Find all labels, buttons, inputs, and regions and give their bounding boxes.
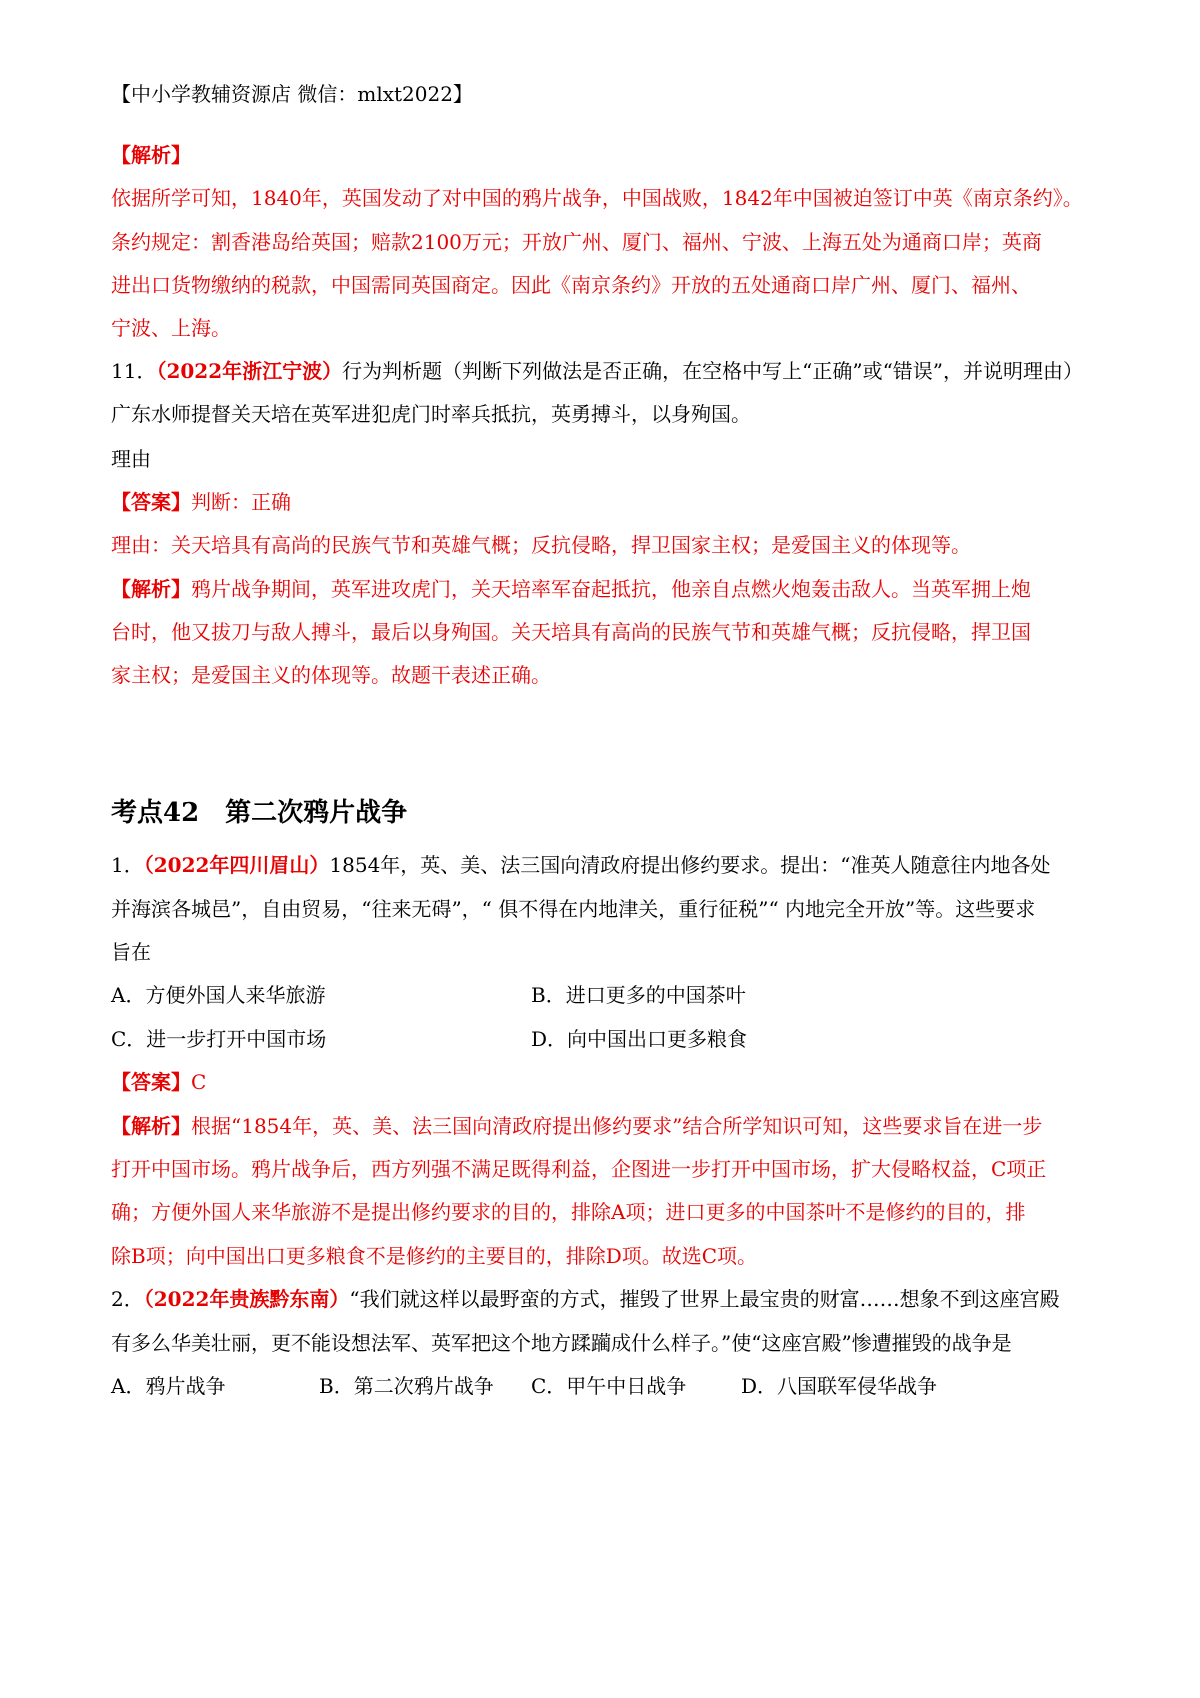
option-a: A．鸦片战争 [111,1374,226,1398]
question-2-stem [111,1285,1112,1313]
option-a: A．方便外国人来华旅游 [111,983,326,1007]
analysis-line: 条约规定：割香港岛给英国；赔款2100万元；开放广州、厦门、福州、宁波、上海五处为通商口岸；英商 [111,230,1042,254]
question-text: 旨在 [111,940,151,964]
question-source: （2022年浙江宁波） [156,359,343,383]
question-1-stem [111,851,1112,879]
question-number: 1． [111,853,144,877]
analysis-line: 依据所学可知，1840年，英国发动了对中国的鸦片战争，中国战败，1842年中国被迫签订中英《南京条约》。 [111,186,1083,210]
analysis-line: 进出口货物缴纳的税款，中国需同英国商定。因此《南京条约》开放的五处通商口岸广州、厦门、福州、 [111,273,1031,297]
option-d: D．八国联军侵华战争 [741,1374,938,1398]
question-number: 11． [111,359,157,383]
question-text: 广东水师提督关天培在英军进犯虎门时率兵抵抗，英勇搏斗，以身殉国。 [111,402,751,426]
analysis-label: 【解析】 [111,1114,191,1138]
reason-label: 理由 [111,447,151,471]
section-title: 考点42 第二次鸦片战争 [111,798,408,828]
analysis-line: 除B项；向中国出口更多粮食不是修约的主要目的，排除D项。故选C项。 [111,1244,758,1268]
analysis-text: 鸦片战争期间，英军进攻虎门，关天培率军奋起抵抗，他亲自点燃火炮轰击敌人。当英军拥上炮 [191,577,1031,601]
question-text: “我们就这样以最野蛮的方式，摧毁了世界上最宝贵的财富……想象不到这座宫殿 [349,1287,1060,1311]
question-text: 并海滨各城邑”，自由贸易，“往来无碍”，“ 俱不得在内地津关，重行征税”“ 内地完全开放”等。这些要求 [111,897,1036,921]
question-source: （2022年贵族黔东南） [143,1287,350,1311]
answer-label: 【答案】 [111,1070,191,1094]
option-c: C．进一步打开中国市场 [111,1027,327,1051]
analysis-line: 确；方便外国人来华旅游不是提出修约要求的目的，排除A项；进口更多的中国茶叶不是修约的目的，排 [111,1200,1026,1224]
option-b: B．第二次鸦片战争 [319,1374,494,1398]
analysis-line: 台时，他又拔刀与敌人搏斗，最后以身殉国。关天培具有高尚的民族气节和英雄气概；反抗侵略，捍卫国 [111,620,1031,644]
answer-text: C [191,1070,207,1094]
question-text: 行为判析题（判断下列做法是否正确，在空格中写上“正确”或“错误”，并说明理由） [342,359,1084,383]
answer-label: 【答案】 [111,490,191,514]
question-text: 1854年，英、美、法三国向清政府提出修约要求。提出：“准英人随意往内地各处 [329,853,1051,877]
option-d: D．向中国出口更多粮食 [531,1027,748,1051]
question-number: 2． [111,1287,144,1311]
answer-line [111,488,1112,516]
header-note: 【中小学教辅资源店 微信：mlxt2022】 [111,82,473,106]
analysis-text: 根据“1854年，英、美、法三国向清政府提出修约要求”结合所学知识可知，这些要求旨在进一步 [191,1114,1043,1138]
question-source: （2022年四川眉山） [143,853,330,877]
answer-reason: 理由：关天培具有高尚的民族气节和英雄气概；反抗侵略，捍卫国家主权；是爱国主义的体现等。 [111,533,971,557]
option-c: C．甲午中日战争 [531,1374,687,1398]
answer-line [111,1068,1112,1096]
analysis-line: 家主权；是爱国主义的体现等。故题干表述正确。 [111,663,551,687]
analysis-line [111,1112,1112,1140]
answer-text: 判断：正确 [191,490,291,514]
question-text: 有多么华美壮丽，更不能设想法军、英军把这个地方蹂躏成什么样子。”使“这座宫殿”惨遭摧毁的战争是 [111,1331,1012,1355]
analysis-line: 宁波、上海。 [111,316,231,340]
question-11-stem [111,357,1112,385]
option-b: B．进口更多的中国茶叶 [531,983,746,1007]
analysis-line [111,575,1112,603]
analysis-label: 【解析】 [111,143,191,167]
analysis-line: 打开中国市场。鸦片战争后，西方列强不满足既得利益，企图进一步打开中国市场，扩大侵略权益，C项正 [111,1157,1047,1181]
analysis-label: 【解析】 [111,577,191,601]
